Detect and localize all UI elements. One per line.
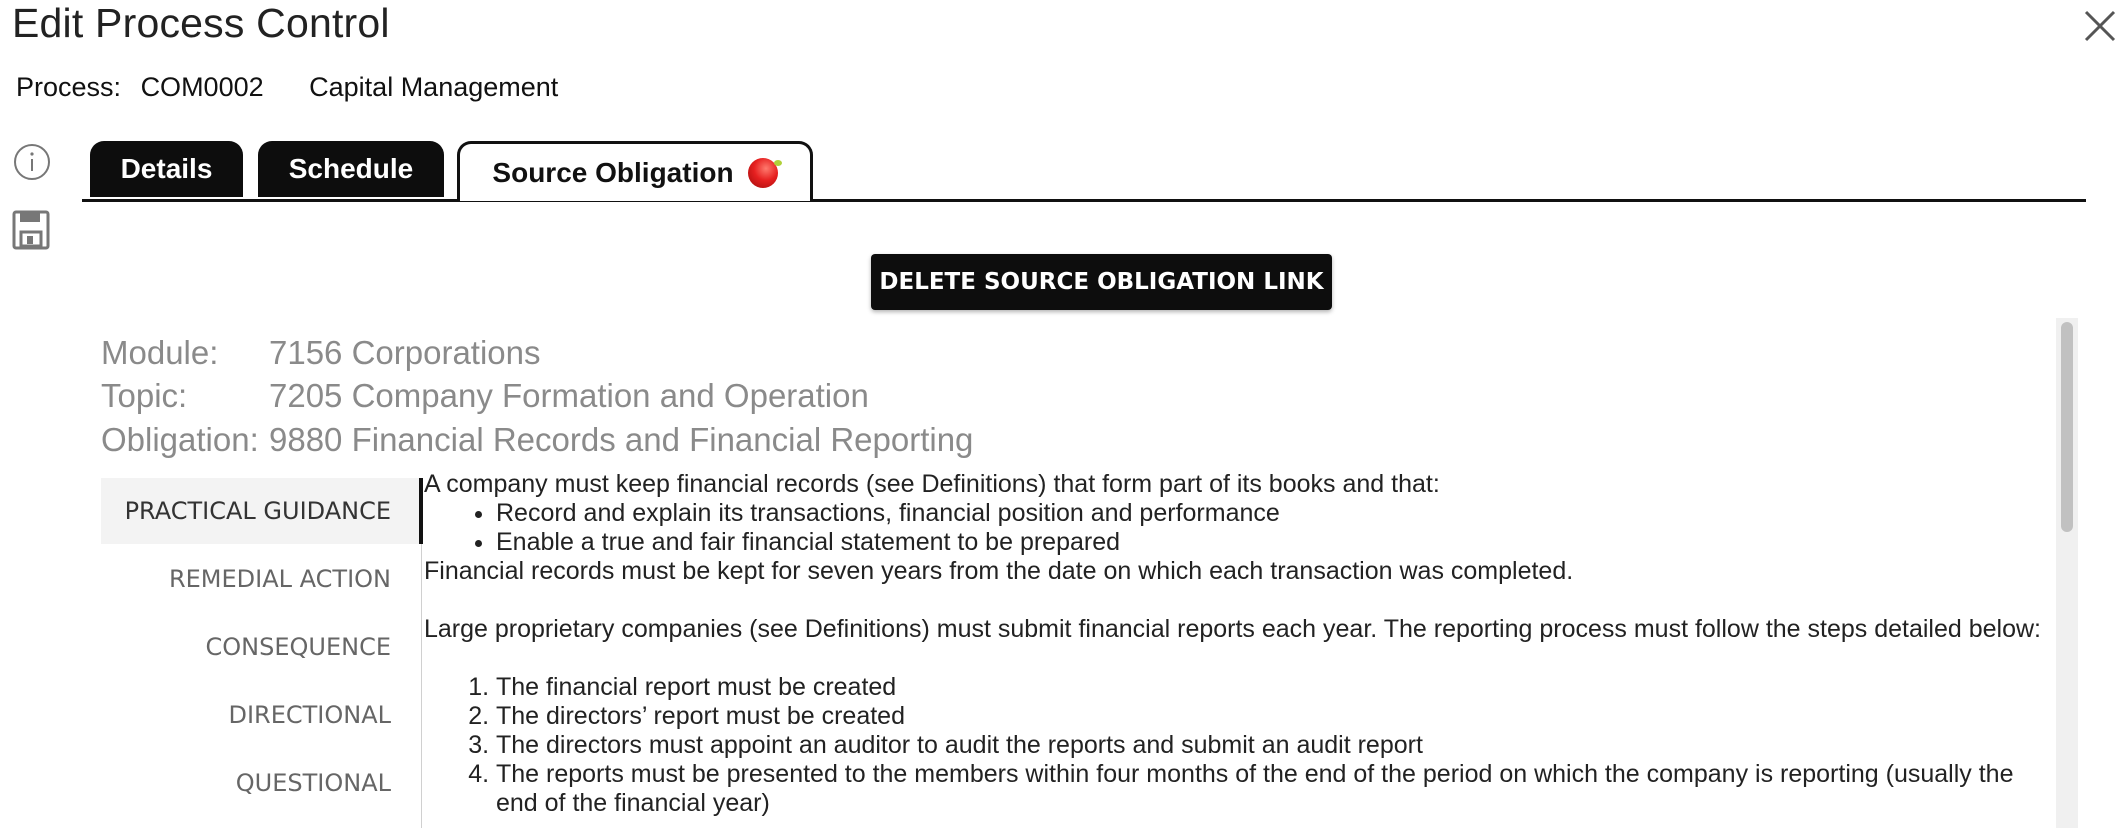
status-badge-icon	[748, 158, 778, 188]
obligation-row	[101, 421, 973, 459]
nav-item-directional[interactable]: DIRECTIONAL	[228, 701, 391, 729]
close-icon[interactable]	[2080, 6, 2118, 46]
list-item: 2. The directors’ report must be created	[496, 702, 2044, 731]
module-value: 7156 Corporations	[269, 334, 541, 371]
nav-active-indicator	[419, 478, 423, 544]
process-label: Process:	[16, 72, 122, 102]
info-icon[interactable]	[12, 142, 52, 182]
intro-text: A company must keep financial records (see Definitions) that form part of its books and that:	[424, 470, 1440, 498]
list-item: • Record and explain its transactions, financial position and performance	[496, 499, 2044, 528]
guidance-content	[424, 470, 2044, 818]
topic-value: 7205 Company Formation and Operation	[269, 377, 869, 414]
save-icon[interactable]	[12, 210, 50, 250]
tab-source-obligation-label: Source Obligation	[492, 156, 734, 188]
list-item: 4. The reports must be presented to the members within four months of the end of the period on which the company is reporting (usually the end of the financial year)	[496, 760, 2044, 818]
process-code: COM0002	[140, 72, 264, 102]
tab-schedule[interactable]	[258, 141, 444, 197]
requirement-list	[424, 499, 2044, 557]
nav-item-questional[interactable]: QUESTIONAL	[235, 769, 391, 797]
module-label: Module:	[101, 334, 219, 371]
topic-row	[101, 377, 869, 415]
process-name: Capital Management	[309, 72, 559, 102]
module-row	[101, 334, 541, 372]
list-item: 3. The directors must appoint an auditor to audit the reports and submit an audit report	[496, 731, 2044, 760]
reporting-text: Large proprietary companies (see Definitions) must submit financial reports each year. The reporting process must follow the steps detailed below:	[424, 615, 2042, 643]
retention-text: Financial records must be kept for seven years from the date on which each transaction was completed.	[424, 557, 1574, 585]
tab-bar	[82, 141, 2086, 202]
nav-divider	[421, 544, 422, 828]
process-info	[16, 72, 570, 103]
dialog-title: Edit Process Control	[12, 0, 390, 46]
tab-details[interactable]	[90, 141, 243, 197]
list-item: 1. The financial report must be created	[496, 673, 2044, 702]
delete-source-obligation-link-button[interactable]: DELETE SOURCE OBLIGATION LINK	[871, 254, 1332, 310]
obligation-value: 9880 Financial Records and Financial Reporting	[269, 421, 974, 458]
list-item: • Enable a true and fair financial statement to be prepared	[496, 528, 2044, 557]
scrollbar-thumb[interactable]	[2061, 322, 2073, 532]
nav-item-remedial-action[interactable]: REMEDIAL ACTION	[168, 565, 391, 593]
nav-item-practical-guidance[interactable]: PRACTICAL GUIDANCE	[101, 478, 421, 544]
tab-source-obligation[interactable]	[457, 141, 813, 201]
tab-schedule-label: Schedule	[288, 153, 414, 184]
nav-item-consequence[interactable]: CONSEQUENCE	[205, 633, 391, 661]
obligation-label: Obligation:	[101, 421, 259, 458]
steps-list	[424, 673, 2044, 818]
topic-label: Topic:	[101, 377, 188, 414]
tab-details-label: Details	[120, 153, 213, 184]
